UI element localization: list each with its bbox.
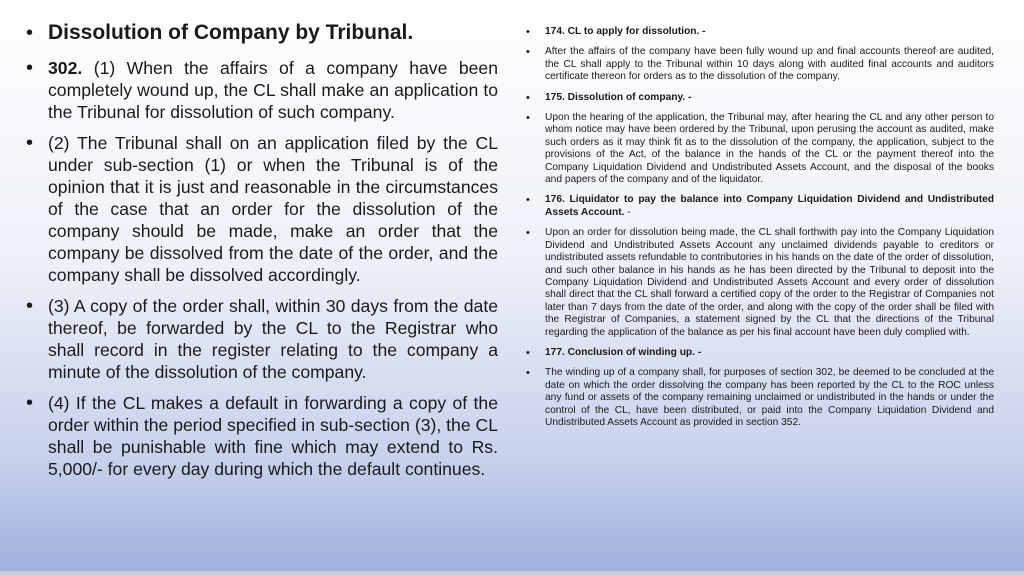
bullet-icon: • xyxy=(526,112,530,125)
section-302-4 xyxy=(26,392,498,480)
section-302-2 xyxy=(26,132,498,286)
bullet-icon: • xyxy=(26,132,34,154)
section-number: 302. xyxy=(48,58,83,78)
rule-176-heading xyxy=(526,194,994,219)
bullet-icon: • xyxy=(526,227,530,240)
rule-text: After the affairs of the company have been fully wound up and final accounts thereof are audited, the CL shall apply to the Tribunal within 10 days along with audited final accounts and auditors certificate thereon for orders as to the dissolution of the company. xyxy=(545,46,994,83)
rule-176-text xyxy=(526,227,994,339)
rule-heading-suffix: - xyxy=(624,206,631,218)
rule-text: Upon the hearing of the application, the Tribunal may, after hearing the CL and any other person to whom notice may have been ordered by the Tribunal, upon perusing the account as audited, make such orders as it may think fit as to the dissolution of the company, the application, subject to the provisions of the Act, of the balance in the hands of the CL or the payment thereof into the Company Liquidation Dividend and Undistributed Assets Account, and the disposal of the books and papers of the company and of the liquidator. xyxy=(545,112,994,186)
rule-text: The winding up of a company shall, for purposes of section 302, be deemed to be concluded at the date on which the order dissolving the company has been reported by the CL to the ROC unless any fund or assets of the company remaining unclaimed or undistributed in the hands or under the control of the CL, have been distributed, or paid into the Company Liquidation Dividend and Undistributed Assets Account as provided in section 352. xyxy=(545,367,994,428)
rule-heading-bold: 176. Liquidator to pay the balance into Company Liquidation Dividend and Undistributed Assets Account. xyxy=(545,194,994,218)
rule-175-text xyxy=(526,112,994,186)
rule-175-heading xyxy=(526,92,994,104)
section-302-3 xyxy=(26,295,498,383)
bullet-icon: • xyxy=(26,392,34,414)
bullet-icon: • xyxy=(26,22,34,44)
rule-174-heading xyxy=(526,26,994,38)
paragraph xyxy=(48,57,498,123)
left-column xyxy=(26,18,498,489)
rule-174-text xyxy=(526,46,994,83)
bullet-icon: • xyxy=(526,194,530,207)
slide-title-item xyxy=(26,18,498,48)
bullet-icon: • xyxy=(26,57,34,79)
paragraph-text: (3) A copy of the order shall, within 30 days from the date thereof, be forwarded by the CL to the Registrar who shall record in the register relating to the company a minute of the dissolution of the company. xyxy=(48,296,498,382)
bottom-divider xyxy=(0,571,1024,575)
section-302-1 xyxy=(26,57,498,123)
rule-text: Upon an order for dissolution being made, the CL shall forthwith pay into the Company Liquidation Dividend and Undistributed Assets Account any unclaimed dividends payable to creditors or undistributed assets refundable to contributories in his hands on the date of the order of dissolution, and such other balance in his hands as he has been directed by the Tribunal to deposit into the Company Liquidation Dividend and Undistributed Assets Account and every order of dissolution shall direct that the CL shall forward a certified copy of the order to the Registrar of Companies not later than 7 days from the date of the order, and along with the copy of the order shall be filed with the Registrar of Companies, a statement signed by the CL that the directions of the Tribunal regarding the application of the balance as per his final account have been duly complied with. xyxy=(545,227,994,338)
right-column xyxy=(526,26,994,437)
bullet-icon: • xyxy=(526,91,530,104)
slide-title: Dissolution of Company by Tribunal. xyxy=(48,21,414,44)
paragraph-text: (2) The Tribunal shall on an application filed by the CL under sub-section (1) or when the Tribunal is of the opinion that it is just and reasonable in the circumstances of the case that an order for the dissolution of the company should be made, make an order that the company be dissolved from the date of the order, and the company shall be dissolved accordingly. xyxy=(48,133,498,285)
bullet-icon: • xyxy=(526,367,530,380)
bullet-icon: • xyxy=(526,46,530,59)
paragraph-text: (1) When the affairs of a company have been completely wound up, the CL shall make an application to the Tribunal for dissolution of such company. xyxy=(48,58,498,122)
bullet-icon: • xyxy=(526,346,530,359)
rule-heading: 174. CL to apply for dissolution. - xyxy=(545,26,706,37)
rule-heading: 177. Conclusion of winding up. - xyxy=(545,346,702,358)
rule-heading: 175. Dissolution of company. - xyxy=(545,91,692,103)
bullet-icon: • xyxy=(26,295,34,317)
paragraph-text: (4) If the CL makes a default in forwarding a copy of the order within the period specified in sub-section (3), the CL shall be punishable with fine which may extend to Rs. 5,000/- for every day during which the default continues. xyxy=(48,393,498,479)
rule-heading xyxy=(545,194,994,219)
rule-177-heading xyxy=(526,347,994,359)
bullet-icon: • xyxy=(526,26,530,38)
rule-177-text xyxy=(526,367,994,429)
